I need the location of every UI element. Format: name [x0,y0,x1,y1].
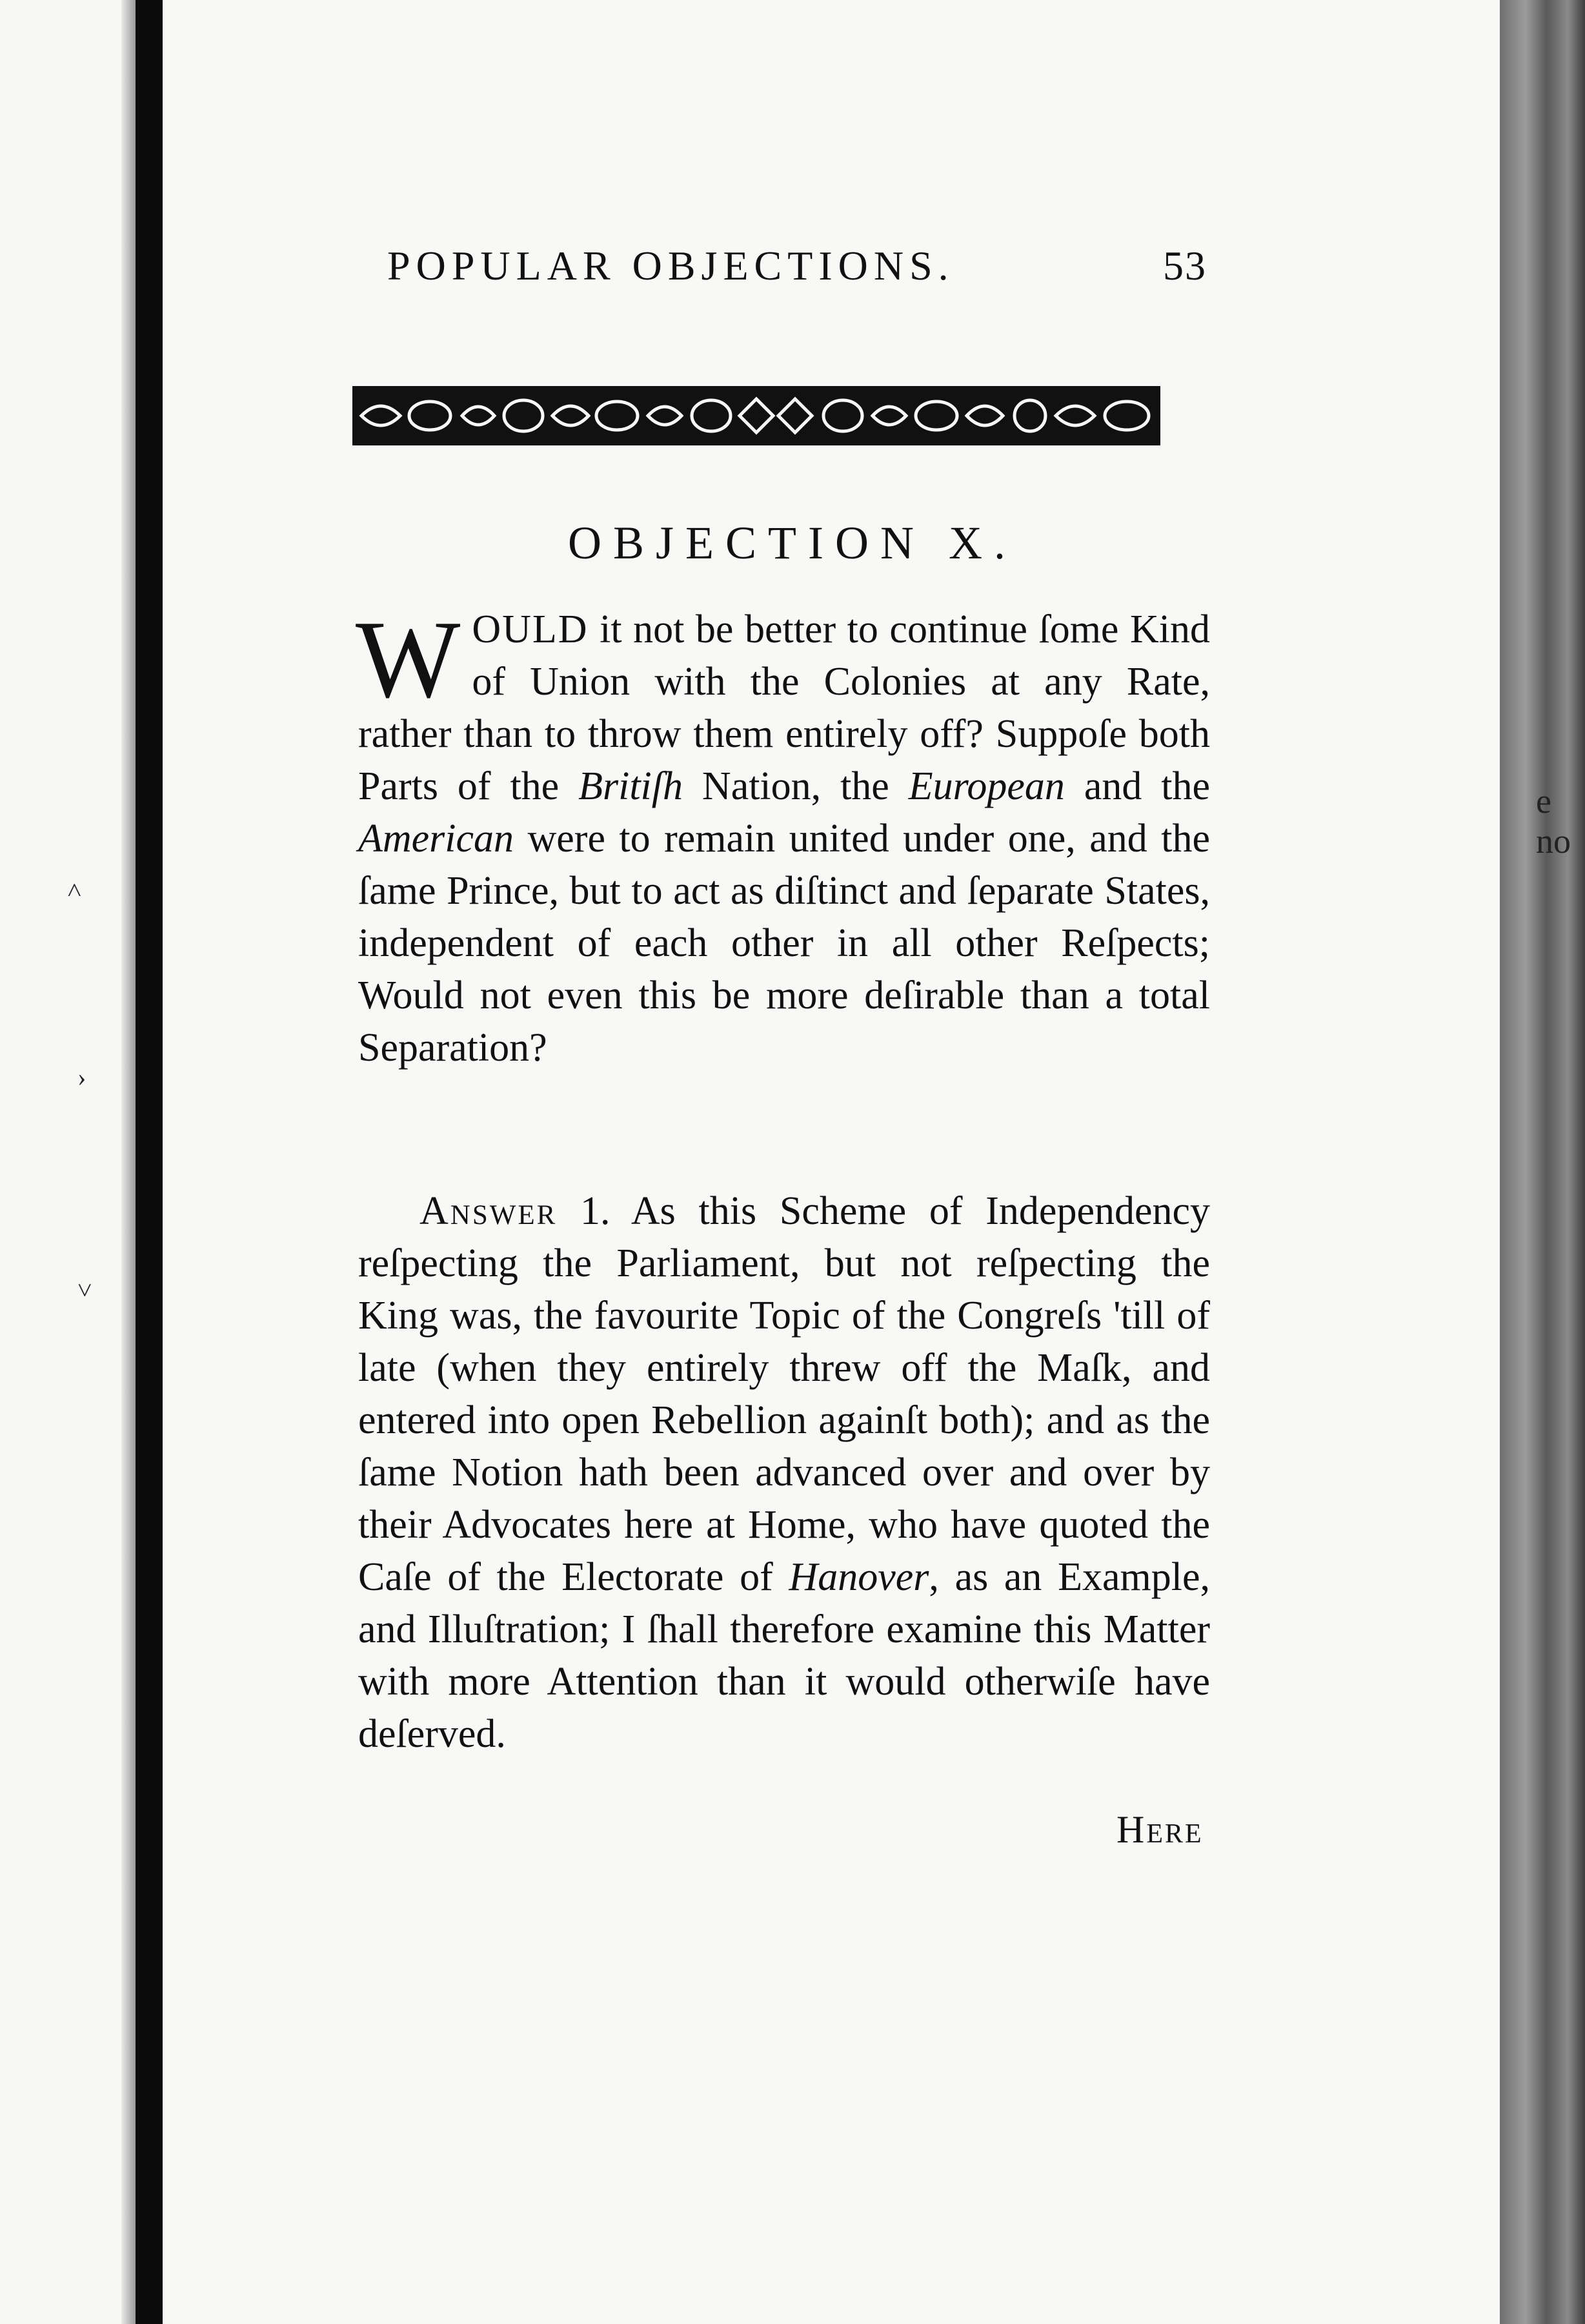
italic-term: European [908,764,1065,808]
facing-page [0,0,136,2324]
question-lead-caps: OULD [472,607,589,651]
objection-heading: OBJECTION X. [568,517,1017,569]
italic-term: Hanover [789,1555,929,1599]
facing-page-mark: › [77,1063,86,1092]
question-text: were to remain united under one, and the ſame Prince, but to act as diſtinct and ſeparate States, independent of each other in all other Reſpects; Would not even this be more deſirable than a total Separation? [358,817,1210,1070]
page-edge [1500,0,1585,2324]
binding-gutter [136,0,163,2324]
italic-term: American [358,817,514,861]
running-head [387,242,1207,290]
answer-paragraph [358,1185,1210,1760]
facing-page-fragment: e no [1536,782,1571,861]
book-page [163,0,1500,2324]
question-text: and the [1064,764,1211,808]
decorative-headpiece-band [352,386,1160,445]
catchword: Here [1116,1808,1204,1851]
italic-term: Britiſh [578,764,683,808]
drop-cap: W [356,598,461,721]
answer-number: 1. [557,1189,611,1233]
running-head-title: POPULAR OBJECTIONS. [387,243,954,289]
facing-page-mark: ˅ [77,1276,92,1305]
question-text: it not be better to continue ſome Kind of Union with the Colonies at any Rate, rather than to throw them entirely off? Suppoſe both Parts of the [358,607,1210,808]
spine-shadow [121,0,136,2324]
objection-question [356,598,1211,1074]
answer-text: , as an Example, and Illuſtration; I ſhall therefore examine this Matter with more Attention than it would otherwiſe have deſerved. [358,1555,1210,1756]
answer-text: As this Scheme of Independency reſpecting the Parliament, but not reſpecting the King was, the favourite Topic of the Congreſs 'till of late (when they entirely threw off the Maſk, and entered into open Rebellion againſt both); and as the ſame Notion hath been advanced over and over by their Advocates here at Home, who have quoted the Caſe of the Electorate of [358,1189,1211,1599]
question-text: Nation, the [683,764,909,808]
page-number: 53 [1163,243,1207,289]
facing-page-mark: ˄ [67,875,82,904]
answer-label: Answer [419,1189,558,1233]
